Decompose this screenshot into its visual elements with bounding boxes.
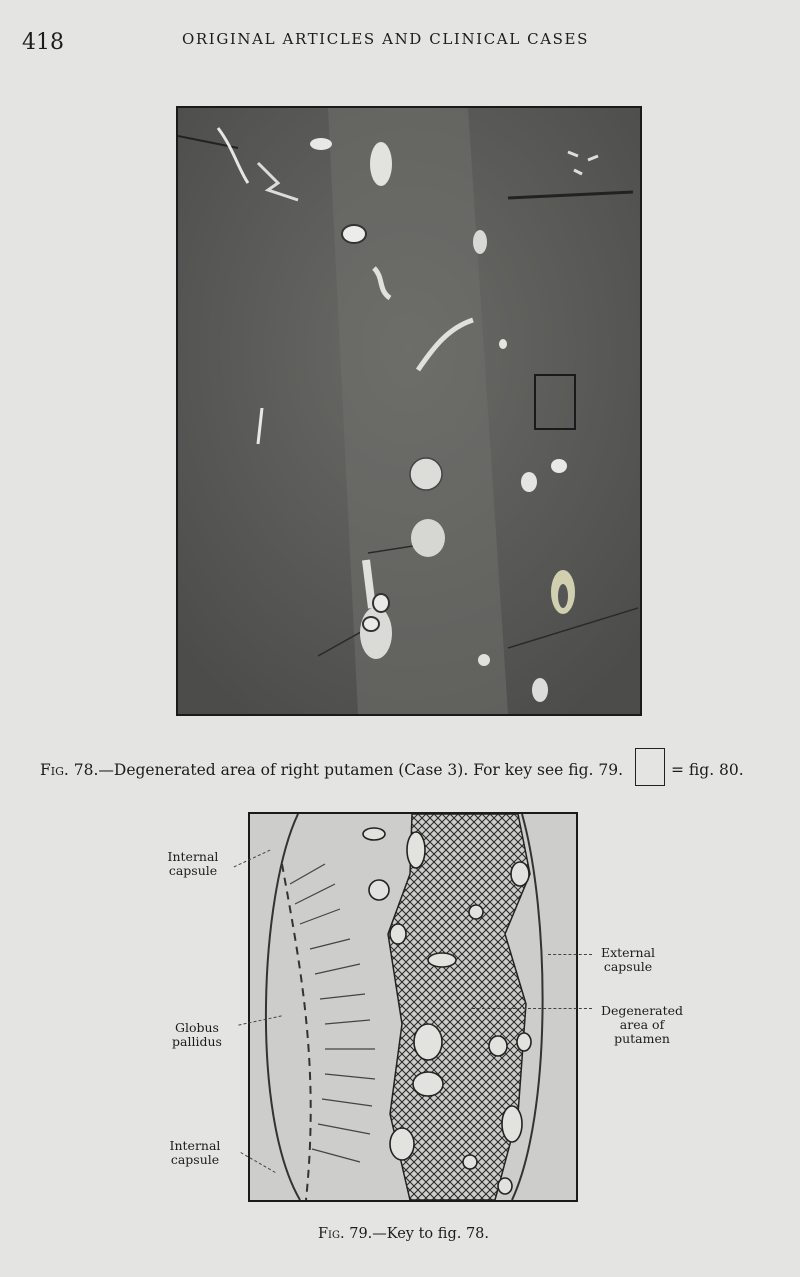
leader-line: [548, 954, 592, 955]
figure-78-key-equals: = fig. 80.: [671, 761, 744, 779]
figure-79-caption-text: —Key to fig. 78.: [372, 1226, 490, 1242]
running-head: ORIGINAL ARTICLES AND CLINICAL CASES: [182, 30, 589, 48]
label-external-capsule: External capsule: [600, 945, 656, 974]
label-internal-capsule-bottom: Internal capsule: [169, 1138, 221, 1167]
figure-79-label: Fig. 79.: [318, 1226, 373, 1242]
label-degenerated-area: Degenerated area of putamen: [600, 1003, 684, 1046]
figure-78-caption: [40, 752, 744, 790]
figure-78-caption-text: —Degenerated area of right putamen (Case 3). For key see fig. 79.: [98, 761, 624, 779]
figure-78-label: Fig. 78.: [40, 761, 99, 779]
figure-78-micrograph: [176, 106, 642, 716]
figure-79-caption: [318, 1226, 489, 1242]
page-number: 418: [22, 30, 64, 55]
label-internal-capsule-top: Internal capsule: [167, 849, 219, 878]
label-globus-pallidus: Globus pallidus: [172, 1020, 222, 1049]
key-box-icon: [635, 748, 665, 786]
leader-line: [472, 1008, 592, 1009]
figure-79-key-drawing: [248, 812, 578, 1202]
